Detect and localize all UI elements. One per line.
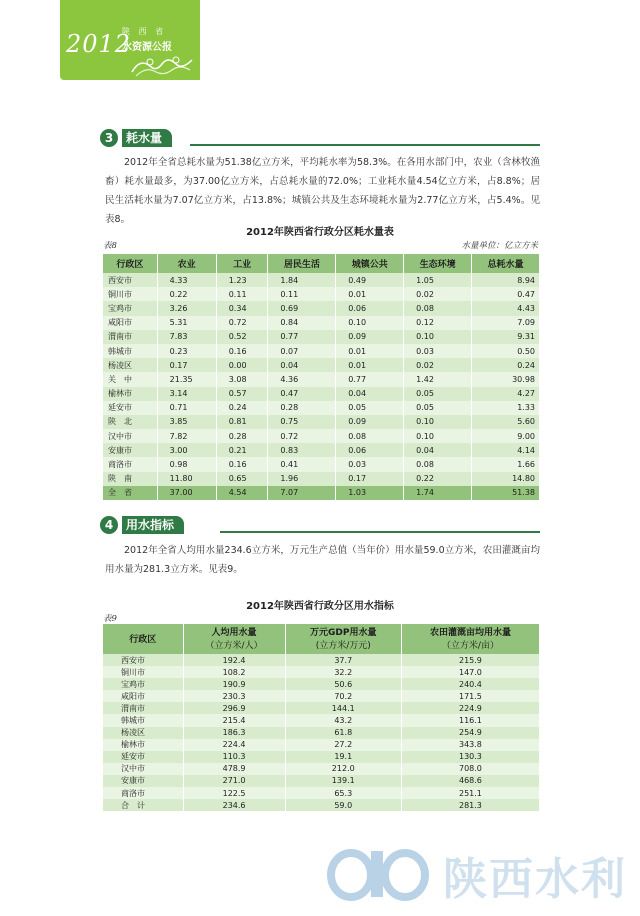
value-cell: 50.6 bbox=[285, 678, 401, 690]
value-cell: 224.4 bbox=[183, 739, 285, 751]
table-header-row bbox=[103, 624, 540, 654]
value-cell: 0.16 bbox=[216, 344, 268, 358]
value-cell: 0.69 bbox=[268, 301, 336, 315]
table-row bbox=[103, 457, 540, 471]
table-row bbox=[103, 287, 540, 301]
value-cell: 30.98 bbox=[472, 372, 540, 386]
region-cell: 渭南市 bbox=[103, 330, 157, 344]
value-cell: 0.03 bbox=[336, 457, 404, 471]
value-cell: 0.71 bbox=[157, 401, 216, 415]
region-cell: 杨凌区 bbox=[103, 358, 157, 372]
table-row bbox=[103, 344, 540, 358]
value-cell: 1.66 bbox=[472, 457, 540, 471]
value-cell: 0.16 bbox=[216, 457, 268, 471]
consumption-table bbox=[103, 254, 540, 500]
value-cell: 4.36 bbox=[268, 372, 336, 386]
value-cell: 0.57 bbox=[216, 387, 268, 401]
table-row bbox=[103, 429, 540, 443]
value-cell: 0.24 bbox=[472, 358, 540, 372]
value-cell: 4.43 bbox=[472, 301, 540, 315]
table-8-unit: 水量单位：亿立方米 bbox=[461, 241, 538, 251]
value-cell: 0.34 bbox=[216, 301, 268, 315]
section-number: 3 bbox=[100, 129, 118, 147]
value-cell: 3.26 bbox=[157, 301, 216, 315]
value-cell: 0.17 bbox=[157, 358, 216, 372]
value-cell: 212.0 bbox=[285, 763, 401, 775]
value-cell: 9.00 bbox=[472, 429, 540, 443]
value-cell: 0.01 bbox=[336, 344, 404, 358]
region-cell: 汉中市 bbox=[103, 763, 183, 775]
value-cell: 0.12 bbox=[404, 316, 472, 330]
region-cell: 陕 北 bbox=[103, 415, 157, 429]
region-cell: 商洛市 bbox=[103, 787, 183, 799]
value-cell: 0.83 bbox=[268, 443, 336, 457]
region-cell: 关 中 bbox=[103, 372, 157, 386]
value-cell: 271.0 bbox=[183, 775, 285, 787]
shaanxi-water-logo bbox=[323, 843, 627, 905]
value-cell: 0.22 bbox=[404, 472, 472, 486]
value-cell: 186.3 bbox=[183, 727, 285, 739]
value-cell: 0.47 bbox=[472, 287, 540, 301]
value-cell: 144.1 bbox=[285, 702, 401, 714]
value-cell: 1.84 bbox=[268, 273, 336, 287]
table-row bbox=[103, 387, 540, 401]
value-cell: 0.10 bbox=[336, 316, 404, 330]
value-cell: 230.3 bbox=[183, 690, 285, 702]
value-cell: 51.38 bbox=[472, 486, 540, 500]
region-cell: 咸阳市 bbox=[103, 316, 157, 330]
value-cell: 0.10 bbox=[404, 330, 472, 344]
value-cell: 0.50 bbox=[472, 344, 540, 358]
value-cell: 0.08 bbox=[336, 429, 404, 443]
value-cell: 19.1 bbox=[285, 751, 401, 763]
value-cell: 0.01 bbox=[336, 358, 404, 372]
table-row bbox=[103, 763, 540, 775]
value-cell: 0.06 bbox=[336, 443, 404, 457]
table-row bbox=[103, 678, 540, 690]
section-4-paragraph: 2012年全省人均用水量234.6立方米，万元生产总值（当年价）用水量59.0立方米，农田灌溉亩均用水量为281.3立方米。见表9。 bbox=[105, 545, 540, 575]
value-cell: 3.00 bbox=[157, 443, 216, 457]
value-cell: 0.05 bbox=[336, 401, 404, 415]
table-row bbox=[103, 714, 540, 726]
value-cell: 61.8 bbox=[285, 727, 401, 739]
value-cell: 478.9 bbox=[183, 763, 285, 775]
table-9-title: 2012年陕西省行政分区用水指标 bbox=[246, 601, 394, 612]
value-cell: 130.3 bbox=[401, 751, 539, 763]
value-cell: 0.22 bbox=[157, 287, 216, 301]
value-cell: 0.77 bbox=[336, 372, 404, 386]
table-row bbox=[103, 415, 540, 429]
region-cell: 西安市 bbox=[103, 654, 183, 666]
section-3-paragraph: 2012年全省总耗水量为51.38亿立方米，平均耗水率为58.3%。在各用水部门中，农业（含林牧渔畜）耗水量最多，为37.00亿立方米，占总耗水量的72.0%；工业耗水量4.54亿立方米，占8.8%；居民生活耗水量为7.07亿立方米，占13.8%；城镇公共及生态环境耗水量为2.77亿立方米，占5.4%。见表8。 bbox=[105, 157, 540, 225]
value-cell: 0.02 bbox=[404, 287, 472, 301]
column-header: 居民生活 bbox=[268, 254, 336, 273]
value-cell: 343.8 bbox=[401, 739, 539, 751]
water-drop-logo-icon bbox=[323, 845, 433, 901]
section-title: 耗水量 bbox=[122, 129, 172, 147]
value-cell: 0.84 bbox=[268, 316, 336, 330]
column-header: 万元GDP用水量 (立方米/万元) bbox=[285, 624, 401, 654]
badge-subtitle: 水资源公报 bbox=[122, 42, 172, 53]
value-cell: 0.09 bbox=[336, 415, 404, 429]
value-cell: 32.2 bbox=[285, 666, 401, 678]
region-cell: 合 计 bbox=[103, 799, 183, 811]
value-cell: 147.0 bbox=[401, 666, 539, 678]
value-cell: 0.00 bbox=[216, 358, 268, 372]
value-cell: 0.49 bbox=[336, 273, 404, 287]
region-cell: 延安市 bbox=[103, 751, 183, 763]
value-cell: 281.3 bbox=[401, 799, 539, 811]
cloud-swirl-icon bbox=[130, 50, 195, 78]
value-cell: 1.42 bbox=[404, 372, 472, 386]
table-row bbox=[103, 358, 540, 372]
value-cell: 7.07 bbox=[268, 486, 336, 500]
value-cell: 0.08 bbox=[404, 457, 472, 471]
region-cell: 铜川市 bbox=[103, 287, 157, 301]
value-cell: 11.80 bbox=[157, 472, 216, 486]
value-cell: 0.17 bbox=[336, 472, 404, 486]
value-cell: 108.2 bbox=[183, 666, 285, 678]
region-cell: 咸阳市 bbox=[103, 690, 183, 702]
value-cell: 0.04 bbox=[404, 443, 472, 457]
table-row bbox=[103, 666, 540, 678]
value-cell: 215.4 bbox=[183, 714, 285, 726]
value-cell: 27.2 bbox=[285, 739, 401, 751]
value-cell: 7.09 bbox=[472, 316, 540, 330]
badge-year: 2012 bbox=[66, 30, 132, 58]
value-cell: 4.14 bbox=[472, 443, 540, 457]
value-cell: 0.08 bbox=[404, 301, 472, 315]
value-cell: 65.3 bbox=[285, 787, 401, 799]
value-cell: 1.96 bbox=[268, 472, 336, 486]
value-cell: 0.65 bbox=[216, 472, 268, 486]
value-cell: 296.9 bbox=[183, 702, 285, 714]
value-cell: 0.04 bbox=[336, 387, 404, 401]
value-cell: 1.33 bbox=[472, 401, 540, 415]
column-header: 工业 bbox=[216, 254, 268, 273]
value-cell: 0.10 bbox=[404, 429, 472, 443]
value-cell: 5.60 bbox=[472, 415, 540, 429]
value-cell: 0.98 bbox=[157, 457, 216, 471]
column-header: 农业 bbox=[157, 254, 216, 273]
value-cell: 122.5 bbox=[183, 787, 285, 799]
value-cell: 4.33 bbox=[157, 273, 216, 287]
value-cell: 37.00 bbox=[157, 486, 216, 500]
value-cell: 0.72 bbox=[268, 429, 336, 443]
value-cell: 224.9 bbox=[401, 702, 539, 714]
value-cell: 240.4 bbox=[401, 678, 539, 690]
column-header: 生态环境 bbox=[404, 254, 472, 273]
value-cell: 251.1 bbox=[401, 787, 539, 799]
value-cell: 0.09 bbox=[336, 330, 404, 344]
column-header: 行政区 bbox=[103, 624, 183, 654]
table-row bbox=[103, 372, 540, 386]
value-cell: 1.74 bbox=[404, 486, 472, 500]
value-cell: 1.03 bbox=[336, 486, 404, 500]
region-cell: 商洛市 bbox=[103, 457, 157, 471]
value-cell: 0.24 bbox=[216, 401, 268, 415]
value-cell: 234.6 bbox=[183, 799, 285, 811]
region-cell: 安康市 bbox=[103, 443, 157, 457]
value-cell: 4.27 bbox=[472, 387, 540, 401]
table-row bbox=[103, 316, 540, 330]
region-cell: 韩城市 bbox=[103, 344, 157, 358]
value-cell: 0.05 bbox=[404, 387, 472, 401]
value-cell: 59.0 bbox=[285, 799, 401, 811]
value-cell: 0.72 bbox=[216, 316, 268, 330]
value-cell: 70.2 bbox=[285, 690, 401, 702]
value-cell: 0.21 bbox=[216, 443, 268, 457]
value-cell: 37.7 bbox=[285, 654, 401, 666]
value-cell: 3.08 bbox=[216, 372, 268, 386]
value-cell: 254.9 bbox=[401, 727, 539, 739]
value-cell: 110.3 bbox=[183, 751, 285, 763]
value-cell: 116.1 bbox=[401, 714, 539, 726]
value-cell: 215.9 bbox=[401, 654, 539, 666]
value-cell: 171.5 bbox=[401, 690, 539, 702]
section-divider bbox=[220, 531, 540, 533]
value-cell: 0.07 bbox=[268, 344, 336, 358]
value-cell: 0.11 bbox=[268, 287, 336, 301]
value-cell: 43.2 bbox=[285, 714, 401, 726]
value-cell: 139.1 bbox=[285, 775, 401, 787]
value-cell: 1.23 bbox=[216, 273, 268, 287]
table-8-label: 表8 bbox=[103, 241, 117, 251]
table-9-label: 表9 bbox=[103, 614, 117, 624]
value-cell: 7.83 bbox=[157, 330, 216, 344]
value-cell: 4.54 bbox=[216, 486, 268, 500]
column-header: 城镇公共 bbox=[336, 254, 404, 273]
region-cell: 西安市 bbox=[103, 273, 157, 287]
region-cell: 榆林市 bbox=[103, 739, 183, 751]
table-row bbox=[103, 301, 540, 315]
region-cell: 陕 南 bbox=[103, 472, 157, 486]
value-cell: 0.28 bbox=[216, 429, 268, 443]
value-cell: 14.80 bbox=[472, 472, 540, 486]
value-cell: 192.4 bbox=[183, 654, 285, 666]
value-cell: 0.05 bbox=[404, 401, 472, 415]
badge-province: 陕 西 省 bbox=[122, 27, 167, 36]
value-cell: 0.81 bbox=[216, 415, 268, 429]
table-row bbox=[103, 799, 540, 811]
logo-text: 陕西水利 bbox=[443, 854, 627, 905]
table-row bbox=[103, 727, 540, 739]
region-cell: 铜川市 bbox=[103, 666, 183, 678]
region-cell: 杨凌区 bbox=[103, 727, 183, 739]
value-cell: 0.11 bbox=[216, 287, 268, 301]
value-cell: 0.04 bbox=[268, 358, 336, 372]
region-cell: 渭南市 bbox=[103, 702, 183, 714]
section-divider bbox=[190, 144, 540, 146]
section-title: 用水指标 bbox=[122, 516, 184, 534]
value-cell: 7.82 bbox=[157, 429, 216, 443]
table-row bbox=[103, 739, 540, 751]
value-cell: 0.52 bbox=[216, 330, 268, 344]
value-cell: 0.01 bbox=[336, 287, 404, 301]
table-header-row bbox=[103, 254, 540, 273]
table-row bbox=[103, 401, 540, 415]
table-row bbox=[103, 443, 540, 457]
table-row bbox=[103, 775, 540, 787]
value-cell: 8.94 bbox=[472, 273, 540, 287]
value-cell: 0.03 bbox=[404, 344, 472, 358]
value-cell: 5.31 bbox=[157, 316, 216, 330]
column-header: 农田灌溉亩均用水量 （立方米/亩） bbox=[401, 624, 539, 654]
region-cell: 汉中市 bbox=[103, 429, 157, 443]
value-cell: 0.06 bbox=[336, 301, 404, 315]
region-cell: 宝鸡市 bbox=[103, 678, 183, 690]
region-cell: 延安市 bbox=[103, 401, 157, 415]
value-cell: 21.35 bbox=[157, 372, 216, 386]
value-cell: 0.77 bbox=[268, 330, 336, 344]
table-row bbox=[103, 751, 540, 763]
column-header: 行政区 bbox=[103, 254, 157, 273]
value-cell: 0.75 bbox=[268, 415, 336, 429]
region-cell: 安康市 bbox=[103, 775, 183, 787]
value-cell: 1.05 bbox=[404, 273, 472, 287]
table-row bbox=[103, 330, 540, 344]
section-3-header bbox=[100, 129, 540, 147]
table-row bbox=[103, 787, 540, 799]
value-cell: 190.9 bbox=[183, 678, 285, 690]
value-cell: 9.31 bbox=[472, 330, 540, 344]
value-cell: 0.41 bbox=[268, 457, 336, 471]
section-4-header bbox=[100, 516, 540, 534]
value-cell: 3.85 bbox=[157, 415, 216, 429]
value-cell: 708.0 bbox=[401, 763, 539, 775]
value-cell: 0.47 bbox=[268, 387, 336, 401]
table-row bbox=[103, 654, 540, 666]
water-indicator-table bbox=[103, 624, 540, 811]
column-header: 总耗水量 bbox=[472, 254, 540, 273]
region-cell: 全 省 bbox=[103, 486, 157, 500]
region-cell: 宝鸡市 bbox=[103, 301, 157, 315]
header-badge bbox=[60, 0, 200, 80]
value-cell: 0.02 bbox=[404, 358, 472, 372]
value-cell: 0.23 bbox=[157, 344, 216, 358]
table-row bbox=[103, 472, 540, 486]
value-cell: 3.14 bbox=[157, 387, 216, 401]
column-header: 人均用水量 （立方米/人） bbox=[183, 624, 285, 654]
table-row bbox=[103, 486, 540, 500]
table-row bbox=[103, 273, 540, 287]
value-cell: 0.10 bbox=[404, 415, 472, 429]
region-cell: 韩城市 bbox=[103, 714, 183, 726]
value-cell: 468.6 bbox=[401, 775, 539, 787]
table-row bbox=[103, 690, 540, 702]
value-cell: 0.28 bbox=[268, 401, 336, 415]
region-cell: 榆林市 bbox=[103, 387, 157, 401]
table-row bbox=[103, 702, 540, 714]
section-number: 4 bbox=[100, 516, 118, 534]
table-8-title: 2012年陕西省行政分区耗水量表 bbox=[246, 227, 394, 238]
